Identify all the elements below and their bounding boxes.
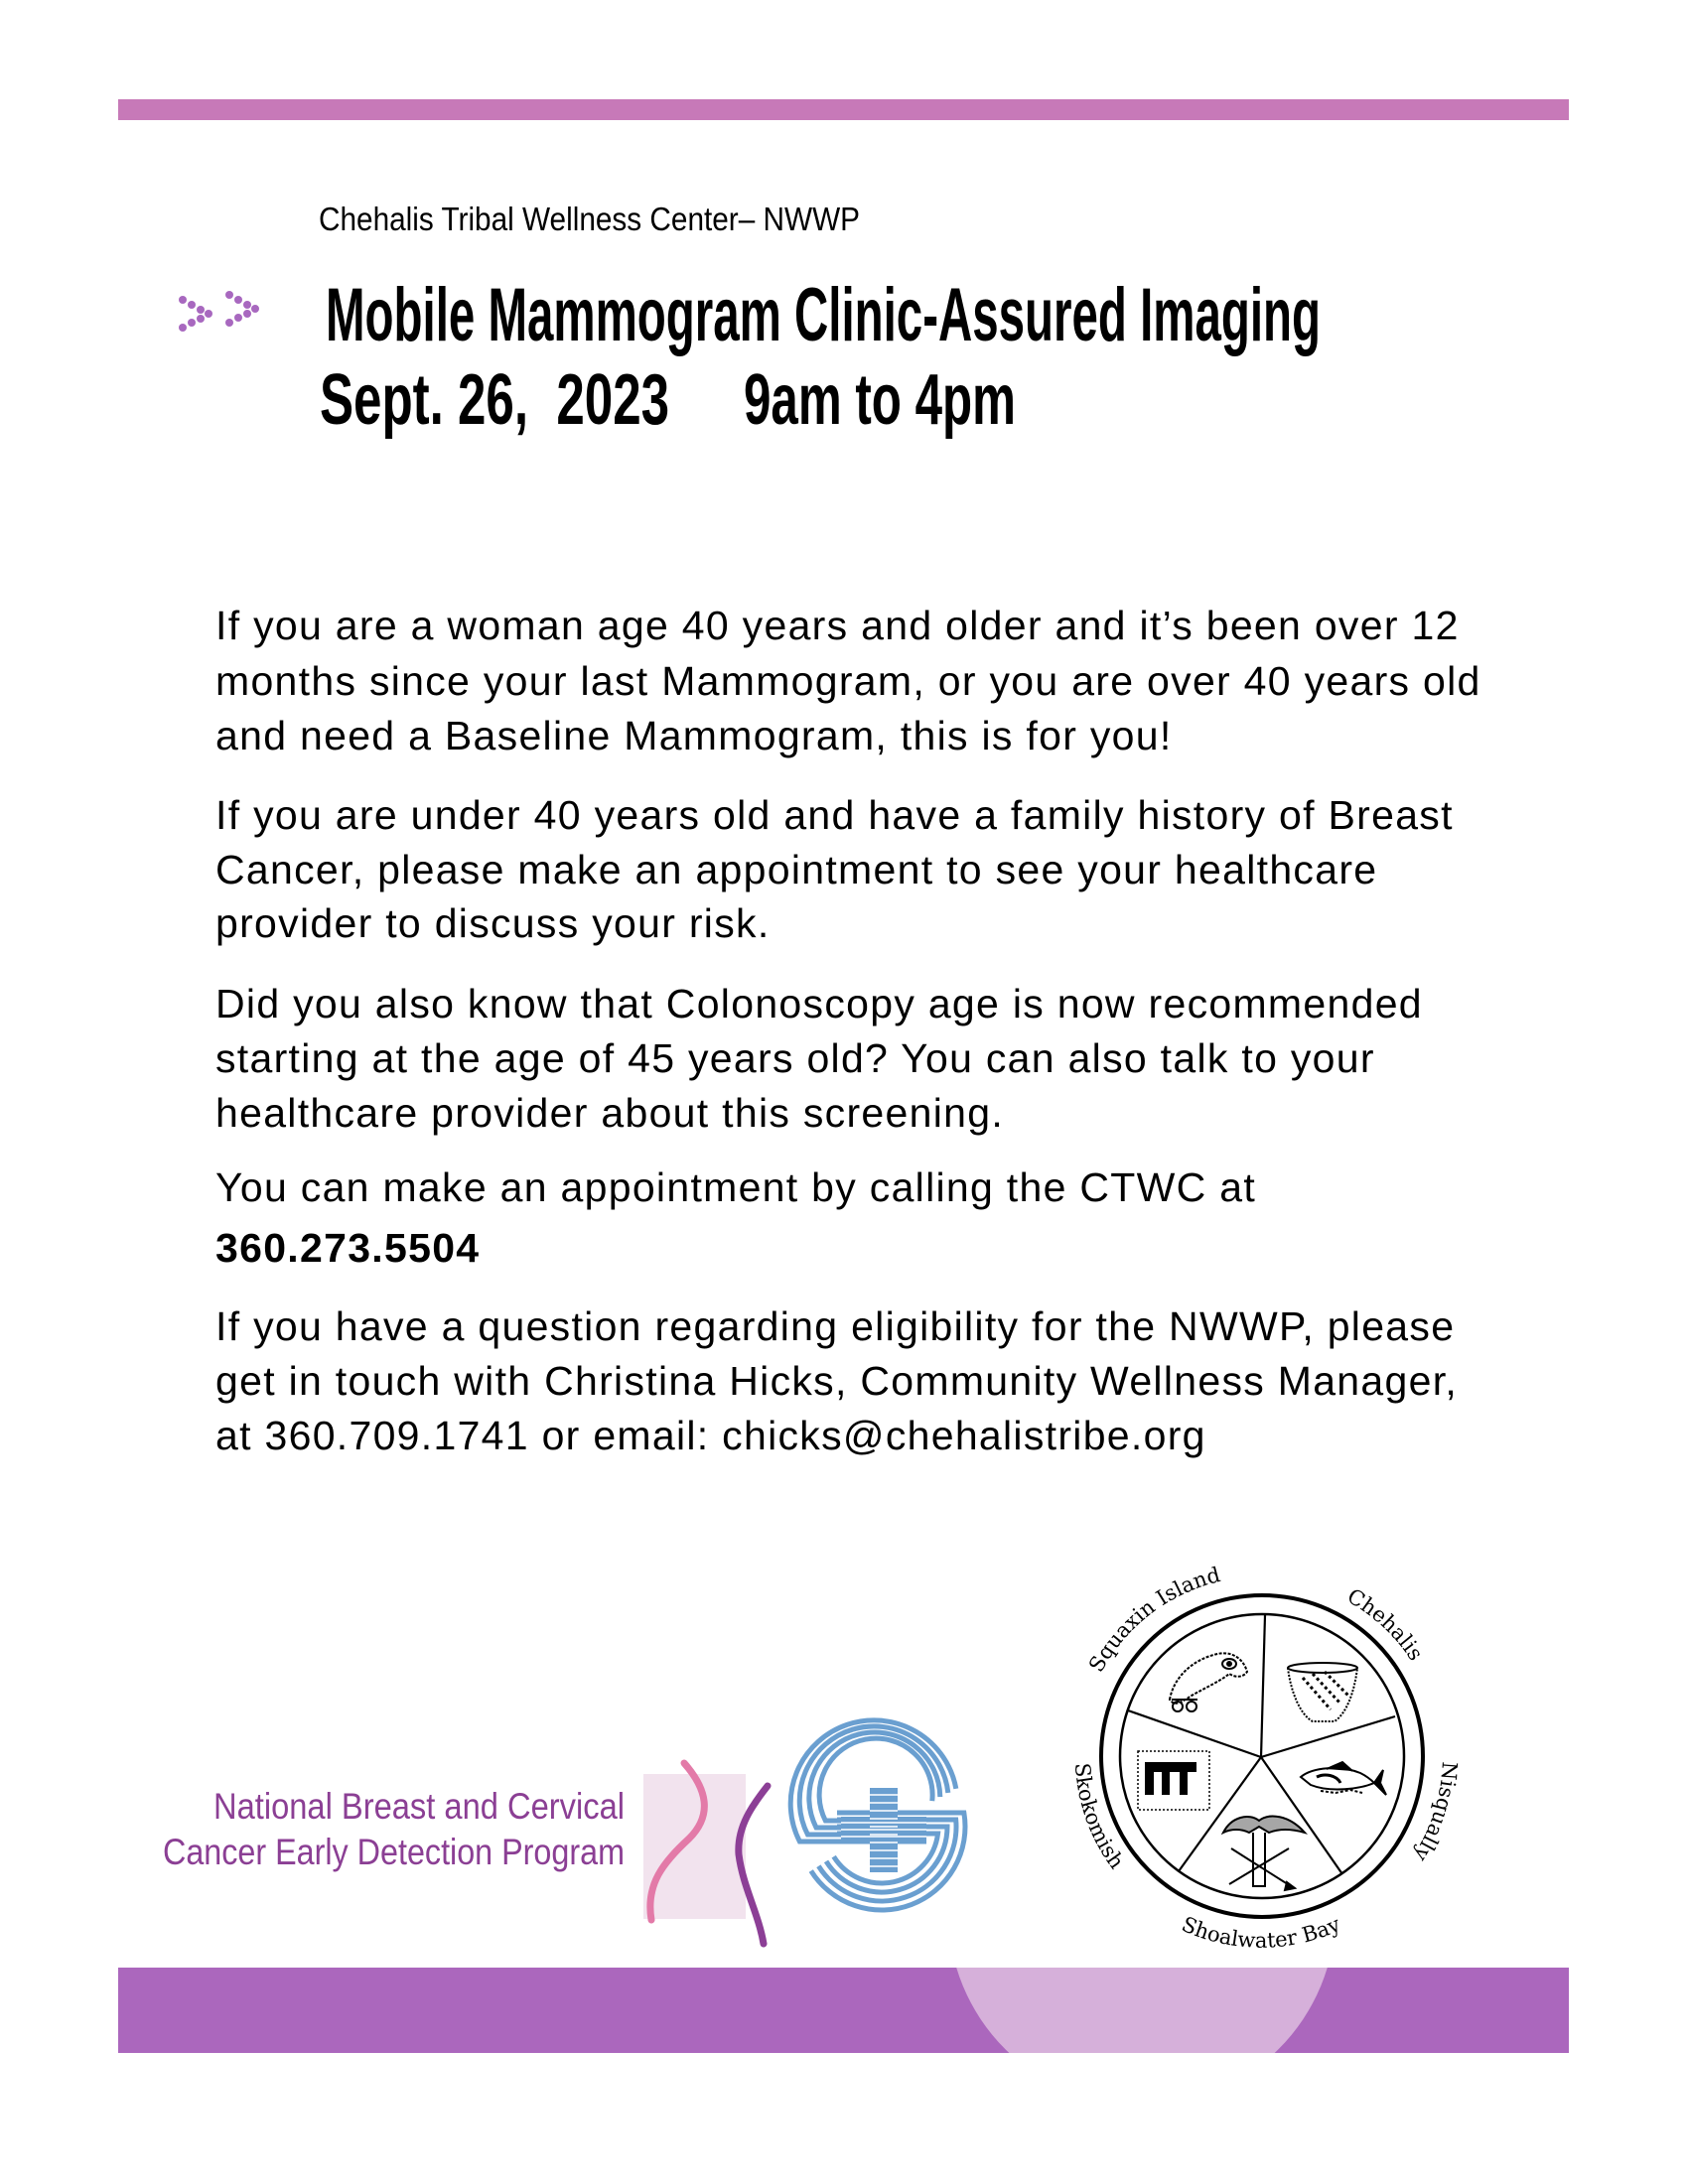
body-line: at 360.709.1741 or email: chicks@chehalistribe.org: [215, 1413, 1206, 1458]
fish-icon: [1301, 1762, 1386, 1795]
organization-subtitle: Chehalis Tribal Wellness Center– NWWP: [319, 201, 860, 237]
body-line: You can make an appointment by calling the CTWC at: [215, 1164, 1257, 1210]
body-line: months since your last Mammogram, or you are over 40 years old: [215, 658, 1481, 704]
tribe-label-chehalis: Chehalis: [1342, 1583, 1428, 1665]
nbccedp-line-2: Cancer Early Detection Program: [163, 1832, 625, 1872]
body-line: If you are a woman age 40 years and older and it’s been over 12: [215, 603, 1460, 648]
double-chevron-dots-icon: [179, 291, 259, 332]
bullet-dot: [179, 324, 187, 332]
bullet-dot: [243, 301, 251, 309]
tribe-label-skokomish: Skokomish: [1069, 1761, 1129, 1873]
body-line: and need a Baseline Mammogram, this is for you!: [215, 713, 1173, 758]
bullet-dot: [188, 319, 196, 327]
bullet-dot: [188, 301, 196, 309]
body-line: If you have a question regarding eligibility for the NWWP, please: [215, 1303, 1456, 1349]
body-line: healthcare provider about this screening.: [215, 1090, 1005, 1136]
bullet-dot: [243, 310, 251, 318]
body-line: Cancer, please make an appointment to see your healthcare: [215, 847, 1378, 892]
tribe-label-squaxin-island: Squaxin Island: [1083, 1563, 1223, 1677]
body-line: get in touch with Christina Hicks, Community Wellness Manager,: [215, 1358, 1459, 1404]
bullet-dot: [225, 319, 233, 327]
event-time: 9am to 4pm: [744, 360, 1016, 440]
bullet-dot: [205, 310, 212, 318]
body-line: starting at the age of 45 years old? You can also talk to your: [215, 1035, 1375, 1081]
ribbon-curves-icon: [643, 1763, 768, 1944]
bullet-dot: [234, 314, 242, 322]
body-line: If you are under 40 years old and have a family history of Breast: [215, 792, 1454, 838]
salmon-icon: [1170, 1653, 1247, 1711]
nbccedp-logo: [163, 1763, 768, 1944]
eagle-icon: [1223, 1817, 1305, 1890]
top-accent-bar: [118, 99, 1569, 120]
event-date: Sept. 26, 2023: [320, 360, 669, 440]
weave-icon: [1138, 1751, 1209, 1810]
basket-icon: [1288, 1663, 1357, 1721]
bottom-accent-bar: [118, 1968, 1569, 2053]
bullet-dot: [197, 306, 205, 314]
s-cross-emblem-icon: [790, 1720, 965, 1910]
body-line: provider to discuss your risk.: [215, 900, 771, 946]
nbccedp-line-1: National Breast and Cervical: [213, 1786, 625, 1827]
seal-spokes: [1128, 1615, 1395, 1874]
bullet-dot: [179, 296, 187, 304]
tribes-seal: [1070, 1563, 1462, 1953]
body-line: Did you also know that Colonoscopy age is now recommended: [215, 981, 1423, 1026]
appointment-phone-number: 360.273.5504: [215, 1225, 481, 1271]
bullet-dot: [251, 305, 259, 313]
bullet-dot: [234, 296, 242, 304]
bullet-dot: [197, 315, 205, 323]
tribe-label-shoalwater-bay: Shoalwater Bay: [1178, 1912, 1344, 1953]
tribe-label-nisqually: Nisqually: [1409, 1760, 1462, 1866]
bottom-accent-circle: [948, 1718, 1336, 2106]
bullet-dot: [225, 291, 233, 299]
page-title: Mobile Mammogram Clinic-Assured Imaging: [326, 273, 1321, 357]
